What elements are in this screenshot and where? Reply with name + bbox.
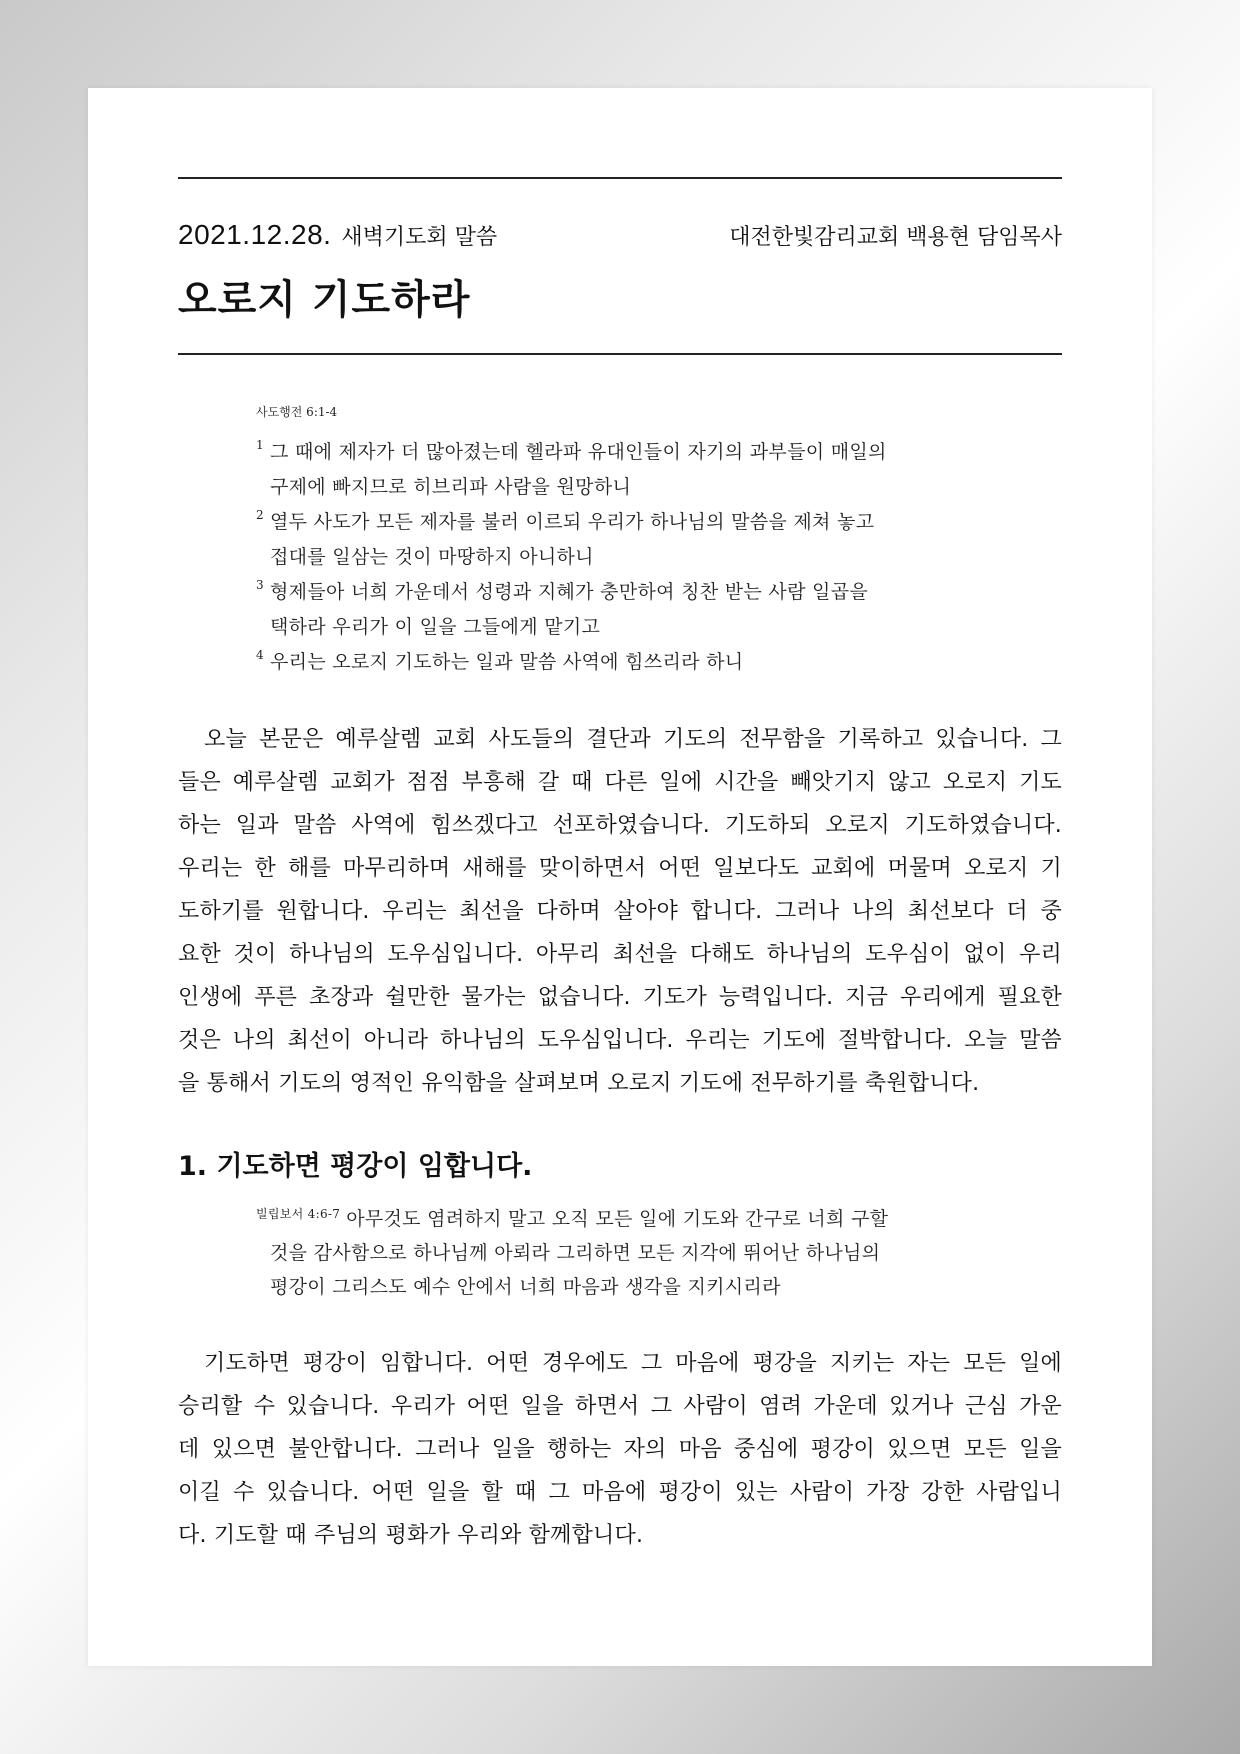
church-pastor: 대전한빛감리교회 백용현 담임목사 — [729, 225, 1062, 250]
title-rule — [178, 353, 1062, 355]
paragraph-line: 들은 예루살렘 교회가 점점 부흥해 갈 때 다른 일에 시간을 빼앗기지 않고 오로지 기도 — [178, 770, 1062, 795]
verse-list — [256, 435, 996, 680]
verse-2 — [256, 505, 996, 575]
verse-number: 2 — [256, 508, 264, 522]
page-content — [178, 88, 1062, 1557]
section-heading: 1. 기도하면 평강이 임합니다. — [178, 1151, 533, 1182]
scripture-block — [256, 403, 996, 680]
paragraph-line: 다. 기도할 때 주님의 평화가 우리와 함께합니다. — [178, 1523, 644, 1548]
paragraph-line: 인생에 푸른 초장과 쉴만한 물가는 없습니다. 기도가 능력입니다. 지금 우리에게 필요한 — [178, 985, 1062, 1010]
verse-number: 4 — [256, 648, 264, 662]
scripture-reference: 사도행전 6:1-4 — [256, 405, 338, 419]
paragraph-line: 요한 것이 하나님의 도우심입니다. 아무리 최선을 다해도 하나님의 도우심이 없이 우리 — [178, 942, 1062, 967]
paragraph-line: 우리는 한 해를 마무리하며 새해를 맞이하면서 어떤 일보다도 교회에 머물며 오로지 기 — [178, 856, 1062, 881]
paragraph-line: 기도하면 평강이 임합니다. 어떤 경우에도 그 마음에 평강을 지키는 자는 모든 일에 — [204, 1351, 1062, 1376]
verse-3 — [256, 575, 996, 645]
verse-line: 열두 사도가 모든 제자를 불러 이르되 우리가 하나님의 말씀을 제쳐 놓고 — [270, 511, 875, 533]
document-page — [88, 88, 1152, 1666]
paragraph-line: 오늘 본문은 예루살렘 교회 사도들의 결단과 기도의 전무함을 기록하고 있습니다. 그 — [204, 727, 1062, 752]
sermon-title: 오로지 기도하라 — [178, 277, 471, 323]
verse-line: 그 때에 제자가 더 많아졌는데 헬라파 유대인들이 자기의 과부들이 매일의 — [270, 441, 887, 463]
paragraph-line: 이길 수 있습니다. 어떤 일을 할 때 그 마음에 평강이 있는 사람이 가장 강한 사람입니 — [178, 1480, 1062, 1505]
verse-line: 택하라 우리가 이 일을 그들에게 맡기고 — [270, 616, 601, 638]
quote-text: 아무것도 염려하지 말고 오직 모든 일에 기도와 간구로 너희 구할 — [346, 1208, 889, 1230]
quote-line — [256, 1197, 996, 1236]
verse-line: 접대를 일삼는 것이 마땅하지 아니하니 — [270, 546, 594, 568]
verse-number: 3 — [256, 578, 264, 592]
quote-block — [256, 1197, 996, 1304]
verse-1 — [256, 435, 996, 505]
paragraph-line: 하는 일과 말씀 사역에 힘쓰겠다고 선포하였습니다. 기도하되 오로지 기도하였습니다. — [178, 813, 1062, 838]
header-meta — [178, 219, 1062, 251]
paragraph-line: 도하기를 원합니다. 우리는 최선을 다하며 살아야 합니다. 그러나 나의 최선보다 더 중 — [178, 899, 1062, 924]
quote-reference: 빌립보서 4:6-7 — [256, 1207, 341, 1221]
quote-line: 것을 감사함으로 하나님께 아뢰라 그리하면 모든 지각에 뛰어난 하나님의 — [270, 1242, 881, 1264]
intro-paragraph — [178, 718, 1062, 1105]
paragraph-line: 데 있으면 불안합니다. 그러나 일을 행하는 자의 마음 중심에 평강이 있으면 모든 일을 — [178, 1437, 1062, 1462]
paragraph-line: 을 통해서 기도의 영적인 유익함을 살펴보며 오로지 기도에 전무하기를 축원합니다. — [178, 1071, 980, 1096]
verse-line: 우리는 오로지 기도하는 일과 말씀 사역에 힘쓰리라 하니 — [270, 651, 744, 673]
sermon-date: 2021.12.28. — [178, 219, 332, 250]
verse-line: 형제들아 너희 가운데서 성령과 지혜가 충만하여 칭찬 받는 사람 일곱을 — [270, 581, 869, 603]
quote-line: 평강이 그리스도 예수 안에서 너희 마음과 생각을 지키시리라 — [270, 1276, 781, 1298]
header-left — [178, 219, 497, 251]
paragraph-line: 승리할 수 있습니다. 우리가 어떤 일을 하면서 그 사람이 염려 가운데 있거나 근심 가운 — [178, 1394, 1062, 1419]
verse-line: 구제에 빠지므로 히브리파 사람을 원망하니 — [270, 476, 632, 498]
service-type: 새벽기도회 말씀 — [341, 225, 498, 250]
section-body-paragraph — [178, 1342, 1062, 1557]
paragraph-line: 것은 나의 최선이 아니라 하나님의 도우심입니다. 우리는 기도에 절박합니다. 오늘 말씀 — [178, 1028, 1062, 1053]
top-rule — [178, 177, 1062, 179]
verse-number: 1 — [256, 438, 264, 452]
verse-4 — [256, 645, 996, 680]
